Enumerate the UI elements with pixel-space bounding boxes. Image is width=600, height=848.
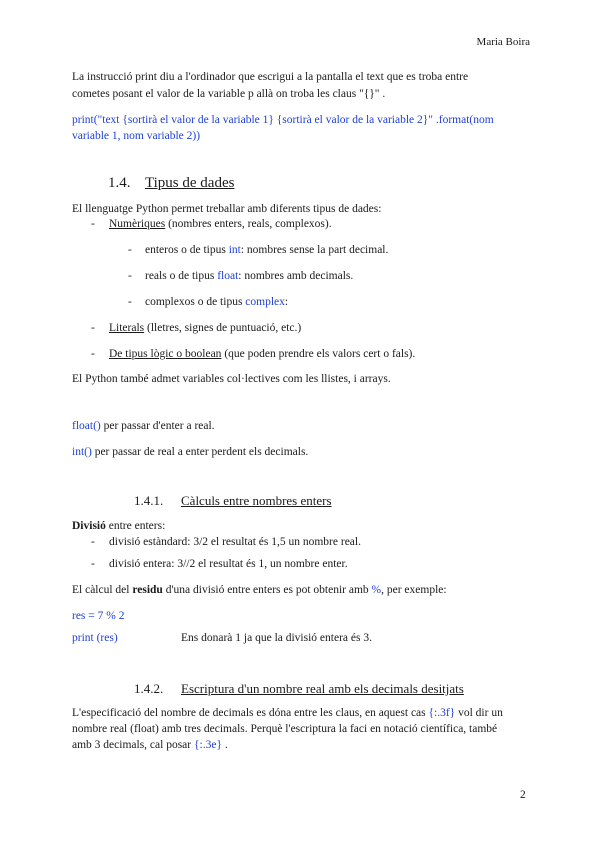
list-dash: -: [91, 536, 95, 548]
section-1-4-2-line-3: amb 3 decimals, cal posar {:.3e} .: [72, 739, 228, 751]
result-text: Ens donarà 1 ja que la divisió entera és 3.: [181, 632, 372, 644]
section-1-4-2-line-1: L'especificació del nombre de decimals es dóna entre les claus, en aquest cas {:.3f} vol dir un: [72, 707, 503, 719]
list-item-boolean: De tipus lògic o boolean (que poden prendre els valors cert o fals).: [109, 348, 416, 360]
list-dash: -: [91, 558, 95, 570]
section-1-4-number: 1.4.: [108, 175, 131, 191]
intro-line-2: cometes posant el valor de la variable p allà on troba les claus "{}" .: [72, 88, 386, 100]
code-example-line-1: print("text {sortirà el valor de la variable 1} {sortirà el valor de la variable 2}" .format(nom: [72, 114, 494, 126]
sub-item-int: enteros o de tipus int: nombres sense la part decimal.: [145, 244, 389, 256]
section-1-4-intro: El llenguatge Python permet treballar amb diferents tipus de dades:: [72, 203, 382, 215]
page-number: 2: [520, 789, 526, 801]
list-dash: -: [91, 218, 95, 230]
section-1-4-2-number: 1.4.2.: [134, 681, 164, 696]
code-example-line-2: variable 1, nom variable 2)): [72, 130, 201, 142]
page-header-author: Maria Boira: [476, 36, 530, 48]
residu-text: El càlcul del residu d'una divisió entre enters es pot obtenir amb %, per exemple:: [72, 584, 447, 596]
list-item-divisio-entera: divisió entera: 3//2 el resultat és 1, un nombre enter.: [109, 558, 348, 570]
sub-dash: -: [128, 296, 132, 308]
divisio-heading: Divisió entre enters:: [72, 520, 166, 532]
intro-line-1: La instrucció print diu a l'ordinador que escrigui a la pantalla el text que es troba entre: [72, 71, 469, 83]
list-item-literals: Literals (lletres, signes de puntuació, etc.): [109, 322, 302, 334]
code-res: res = 7 % 2: [72, 610, 125, 622]
collective-variables-text: El Python també admet variables col·lectives com les llistes, i arrays.: [72, 373, 391, 385]
list-dash: -: [91, 322, 95, 334]
list-item-numeriques: Numèriques (nombres enters, reals, complexos).: [109, 218, 332, 230]
list-dash: -: [91, 348, 95, 360]
code-print-res: print (res): [72, 632, 118, 644]
section-1-4-1-title: Càlculs entre nombres enters: [181, 493, 332, 508]
section-1-4-2-title: Escriptura d'un nombre real amb els decimals desitjats: [181, 681, 464, 696]
int-conversion: int() per passar de real a enter perdent els decimals.: [72, 446, 309, 458]
float-conversion: float() per passar d'enter a real.: [72, 420, 215, 432]
sub-item-complex: complexos o de tipus complex:: [145, 296, 289, 308]
section-1-4-1-number: 1.4.1.: [134, 493, 164, 508]
sub-item-float: reals o de tipus float: nombres amb decimals.: [145, 270, 354, 282]
list-item-divisio-estandard: divisió estàndard: 3/2 el resultat és 1,5 un nombre real.: [109, 536, 361, 548]
section-1-4-title: Tipus de dades: [145, 175, 235, 191]
sub-dash: -: [128, 270, 132, 282]
section-1-4-2-line-2: nombre real (float) amb tres decimals. Perquè l'escriptura la faci en notació científica, també: [72, 723, 498, 735]
sub-dash: -: [128, 244, 132, 256]
